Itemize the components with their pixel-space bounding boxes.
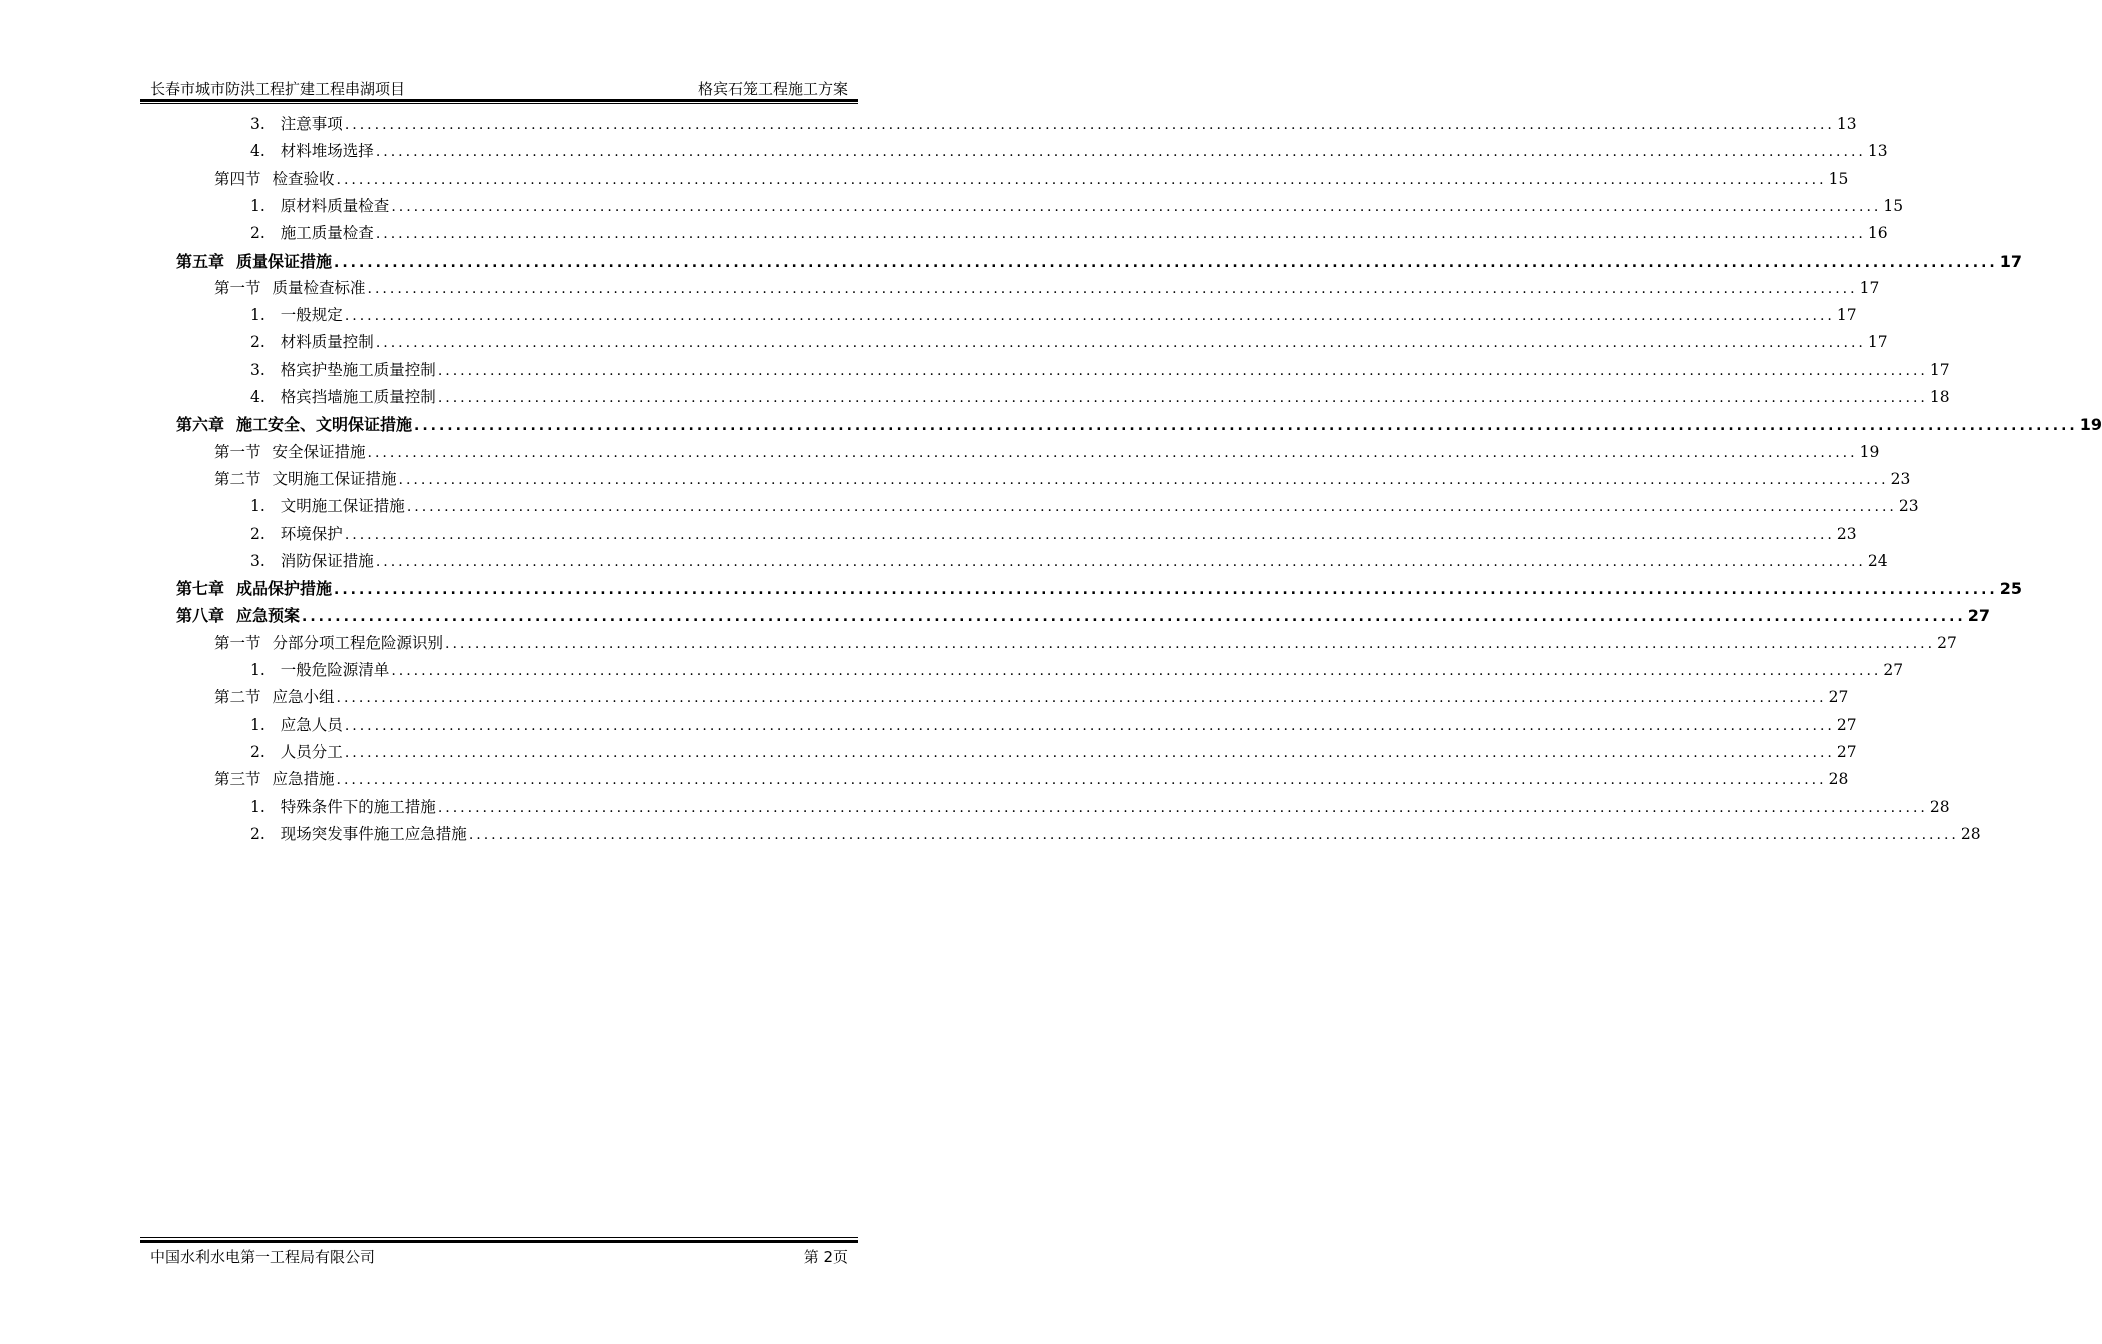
toc-entry-number: 4. (250, 388, 265, 406)
toc-entry-title (250, 221, 374, 243)
toc-entry-number: 2. (250, 824, 265, 843)
toc-leader-dots: ........................................................................................................................................................................................................ (375, 226, 1866, 243)
toc-entry-page: 25 (1999, 579, 2022, 599)
toc-leader-dots: ........................................................................................................................................................................................................ (367, 280, 1858, 297)
header-document-title: 格宾石笼工程施工方案 (697, 80, 848, 98)
toc-leader-dots: ........................................................................................................................................................................................................ (437, 390, 1928, 406)
toc-entry-number: 第四节 (214, 169, 261, 188)
toc-entry-number: 2. (250, 524, 265, 543)
toc-entry[interactable] (214, 685, 1849, 712)
toc-entry[interactable] (250, 303, 1857, 330)
toc-leader-dots: ........................................................................................................................................................................................................ (302, 609, 1966, 626)
footer-page-number: 第 2页 (803, 1248, 848, 1266)
toc-entry-page: 17 (1929, 360, 1950, 379)
toc-entry[interactable] (250, 139, 1888, 166)
toc-entry[interactable] (250, 358, 1950, 385)
toc-entry-label: 环境保护 (280, 524, 343, 543)
toc-leader-dots: ........................................................................................................................................................................................................ (375, 553, 1866, 570)
toc-entry-page: 23 (1898, 497, 1919, 516)
toc-entry-number: 1. (250, 306, 265, 325)
toc-entry-page: 27 (1828, 688, 1849, 707)
toc-entry[interactable] (250, 822, 1981, 849)
toc-entry[interactable] (250, 795, 1950, 822)
toc-entry-number: 1. (250, 797, 265, 816)
toc-entry-number: 第一节 (214, 633, 261, 652)
toc-entry-page: 19 (1859, 442, 1880, 461)
toc-entry-title (214, 440, 366, 462)
header-rule-thick (140, 99, 858, 102)
toc-entry-label: 材料质量控制 (280, 333, 374, 352)
toc-entry-title (176, 249, 332, 272)
toc-entry-number: 1. (250, 661, 265, 679)
toc-entry-page: 27 (1883, 661, 1904, 679)
toc-entry-page: 16 (1867, 224, 1888, 243)
toc-leader-dots: ........................................................................................................................................................................................................ (336, 690, 1827, 707)
toc-entry[interactable] (250, 385, 1950, 412)
toc-entry-label: 一般危险源清单 (280, 661, 390, 679)
toc-entry-title (214, 167, 335, 189)
toc-entry[interactable] (250, 658, 1904, 685)
toc-entry-page: 27 (1836, 742, 1857, 761)
toc-leader-dots: ........................................................................................................................................................................................................ (375, 144, 1866, 161)
toc-entry-page: 27 (1836, 715, 1857, 734)
toc-entry-label: 文明施工保证措施 (272, 469, 397, 488)
toc-entry-label: 材料堆场选择 (280, 142, 374, 161)
footer-rule-thin (140, 1237, 858, 1238)
toc-entry-label: 文明施工保证措施 (280, 497, 405, 516)
toc-entry[interactable] (176, 576, 2022, 603)
toc-entry-label: 施工质量检查 (280, 224, 374, 243)
toc-entry[interactable] (250, 330, 1888, 357)
toc-entry-title (250, 358, 436, 380)
toc-entry-page: 15 (1883, 196, 1904, 215)
toc-entry[interactable] (250, 740, 1857, 767)
toc-entry-number: 4. (250, 142, 265, 161)
toc-entry[interactable] (250, 194, 1904, 221)
toc-entry-number: 2. (250, 742, 265, 761)
toc-entry-page: 24 (1867, 551, 1888, 570)
toc-entry-page: 18 (1929, 388, 1950, 406)
toc-entry-number: 第一节 (214, 442, 261, 461)
toc-entry-page: 13 (1836, 115, 1857, 133)
toc-entry-title (250, 549, 374, 571)
toc-leader-dots: ........................................................................................................................................................................................................ (437, 799, 1928, 816)
toc-entry-title (214, 685, 335, 707)
toc-entry-page: 28 (1929, 797, 1950, 816)
toc-entry-title (250, 385, 436, 407)
toc-entry-label: 应急小组 (272, 688, 335, 707)
toc-entry-label: 注意事项 (280, 115, 343, 133)
toc-entry-label: 分部分项工程危险源识别 (272, 633, 444, 652)
toc-entry-page: 19 (2079, 415, 2102, 435)
toc-leader-dots: ........................................................................................................................................................................................................ (334, 582, 1998, 599)
toc-entry[interactable] (250, 112, 1857, 139)
toc-leader-dots: ........................................................................................................................................................................................................ (344, 117, 1835, 133)
toc-entry-number: 第二节 (214, 469, 261, 488)
toc-leader-dots: ........................................................................................................................................................................................................ (336, 772, 1827, 789)
toc-entry-label: 质量检查标准 (272, 278, 366, 297)
toc-entry-label: 质量保证措施 (236, 251, 333, 271)
toc-entry-title (176, 576, 332, 599)
toc-entry[interactable] (214, 276, 1880, 303)
toc-entry[interactable] (176, 412, 2102, 439)
toc-entry[interactable] (250, 221, 1888, 248)
toc-entry-page: 27 (1937, 633, 1957, 652)
header-rule-thin (140, 103, 858, 104)
toc-leader-dots: ........................................................................................................................................................................................................ (445, 635, 1936, 652)
toc-entry-number: 第一节 (214, 278, 261, 297)
page-header (140, 74, 858, 98)
toc-entry-number: 第三节 (214, 770, 261, 789)
toc-entry-label: 格宾挡墙施工质量控制 (280, 388, 436, 406)
toc-entry[interactable] (176, 603, 1990, 630)
toc-entry-page: 17 (1867, 333, 1888, 352)
toc-entry-number: 第八章 (176, 606, 225, 626)
toc-entry-title (176, 603, 300, 626)
page-footer (140, 1246, 858, 1270)
toc-entry-page: 27 (1967, 606, 1990, 626)
toc-leader-dots: ........................................................................................................................................................................................................ (344, 308, 1835, 325)
toc-entry-label: 人员分工 (280, 742, 343, 761)
toc-entry-page: 17 (1999, 251, 2022, 271)
toc-entry-label: 格宾护垫施工质量控制 (280, 360, 436, 379)
toc-leader-dots: ........................................................................................................................................................................................................ (398, 471, 1889, 488)
toc-entry-label: 安全保证措施 (272, 442, 366, 461)
toc-entry-number: 3. (250, 360, 265, 379)
toc-entry-title (250, 303, 343, 325)
toc-entry-page: 23 (1890, 469, 1911, 488)
toc-entry-number: 1. (250, 497, 265, 516)
toc-entry-title (250, 713, 343, 735)
toc-entry-label: 消防保证措施 (280, 551, 374, 570)
toc-entry-number: 3. (250, 551, 265, 570)
toc-entry-number: 第五章 (176, 251, 225, 271)
footer-company-name: 中国水利水电第一工程局有限公司 (150, 1248, 376, 1266)
toc-entry-number: 2. (250, 333, 265, 352)
toc-entry-number: 第七章 (176, 579, 225, 599)
toc-entry-title (250, 795, 436, 817)
toc-leader-dots: ........................................................................................................................................................................................................ (414, 418, 2078, 435)
toc-entry-title (250, 330, 374, 352)
toc-leader-dots: ........................................................................................................................................................................................................ (468, 826, 1959, 843)
toc-leader-dots: ........................................................................................................................................................................................................ (375, 335, 1866, 352)
toc-entry-title (176, 412, 412, 435)
toc-entry-label: 施工安全、文明保证措施 (236, 415, 413, 435)
toc-entry[interactable] (250, 549, 1888, 576)
toc-entry-title (250, 658, 389, 680)
toc-entry-number: 第六章 (176, 415, 225, 435)
toc-entry[interactable] (214, 467, 1911, 494)
toc-leader-dots: ........................................................................................................................................................................................................ (391, 198, 1882, 215)
toc-entry[interactable] (214, 767, 1849, 794)
toc-entry-label: 原材料质量检查 (280, 196, 390, 215)
footer-rule-thick (140, 1240, 858, 1243)
toc-entry[interactable] (250, 713, 1857, 740)
toc-entry-number: 2. (250, 224, 265, 243)
toc-entry-title (214, 767, 335, 789)
toc-leader-dots: ........................................................................................................................................................................................................ (344, 526, 1835, 543)
toc-entry[interactable] (250, 494, 1919, 521)
toc-leader-dots: ........................................................................................................................................................................................................ (344, 717, 1835, 734)
header-project-name: 长春市城市防洪工程扩建工程串湖项目 (150, 80, 406, 98)
toc-entry-label: 应急措施 (272, 770, 335, 789)
toc-entry-label: 检查验收 (272, 169, 335, 188)
toc-entry[interactable] (250, 522, 1857, 549)
toc-entry-page: 23 (1836, 524, 1857, 543)
toc-entry-page: 15 (1828, 169, 1849, 188)
toc-entry[interactable] (214, 440, 1880, 467)
toc-entry-title (214, 276, 366, 298)
toc-entry-page: 17 (1859, 278, 1880, 297)
toc-entry-page: 28 (1960, 824, 1981, 843)
toc-entry-number: 3. (250, 115, 265, 133)
toc-entry-title (250, 112, 343, 134)
toc-entry-number: 1. (250, 715, 265, 734)
toc-entry-title (250, 740, 343, 762)
toc-entry-title (250, 822, 467, 844)
toc-entry-page: 13 (1867, 142, 1888, 161)
toc-entry-label: 成品保护措施 (236, 579, 333, 599)
toc-entry-title (214, 631, 443, 653)
toc-entry-number: 1. (250, 196, 265, 215)
toc-entry-label: 特殊条件下的施工措施 (280, 797, 436, 816)
toc-leader-dots: ........................................................................................................................................................................................................ (437, 362, 1928, 379)
toc-entry-title (250, 139, 374, 161)
toc-leader-dots: ........................................................................................................................................................................................................ (334, 254, 1998, 271)
toc-entry[interactable] (176, 249, 2022, 276)
toc-entry-page: 28 (1828, 770, 1849, 789)
toc-entry-label: 应急预案 (236, 606, 301, 626)
toc-entry-label: 一般规定 (280, 306, 343, 325)
toc-leader-dots: ........................................................................................................................................................................................................ (367, 444, 1858, 461)
toc-entry[interactable] (214, 631, 1957, 658)
toc-leader-dots: ........................................................................................................................................................................................................ (391, 663, 1882, 679)
toc-entry-label: 现场突发事件施工应急措施 (280, 824, 467, 843)
toc-entry-title (250, 194, 389, 216)
toc-leader-dots: ........................................................................................................................................................................................................ (406, 499, 1897, 516)
toc-entry[interactable] (214, 167, 1849, 194)
toc-leader-dots: ........................................................................................................................................................................................................ (336, 171, 1827, 188)
toc-entry-label: 应急人员 (280, 715, 343, 734)
toc-entry-title (250, 522, 343, 544)
toc-entry-title (250, 494, 405, 516)
toc-entry-page: 17 (1836, 306, 1857, 325)
toc-entry-number: 第二节 (214, 688, 261, 707)
toc-leader-dots: ........................................................................................................................................................................................................ (344, 744, 1835, 761)
toc-entry-title (214, 467, 397, 489)
